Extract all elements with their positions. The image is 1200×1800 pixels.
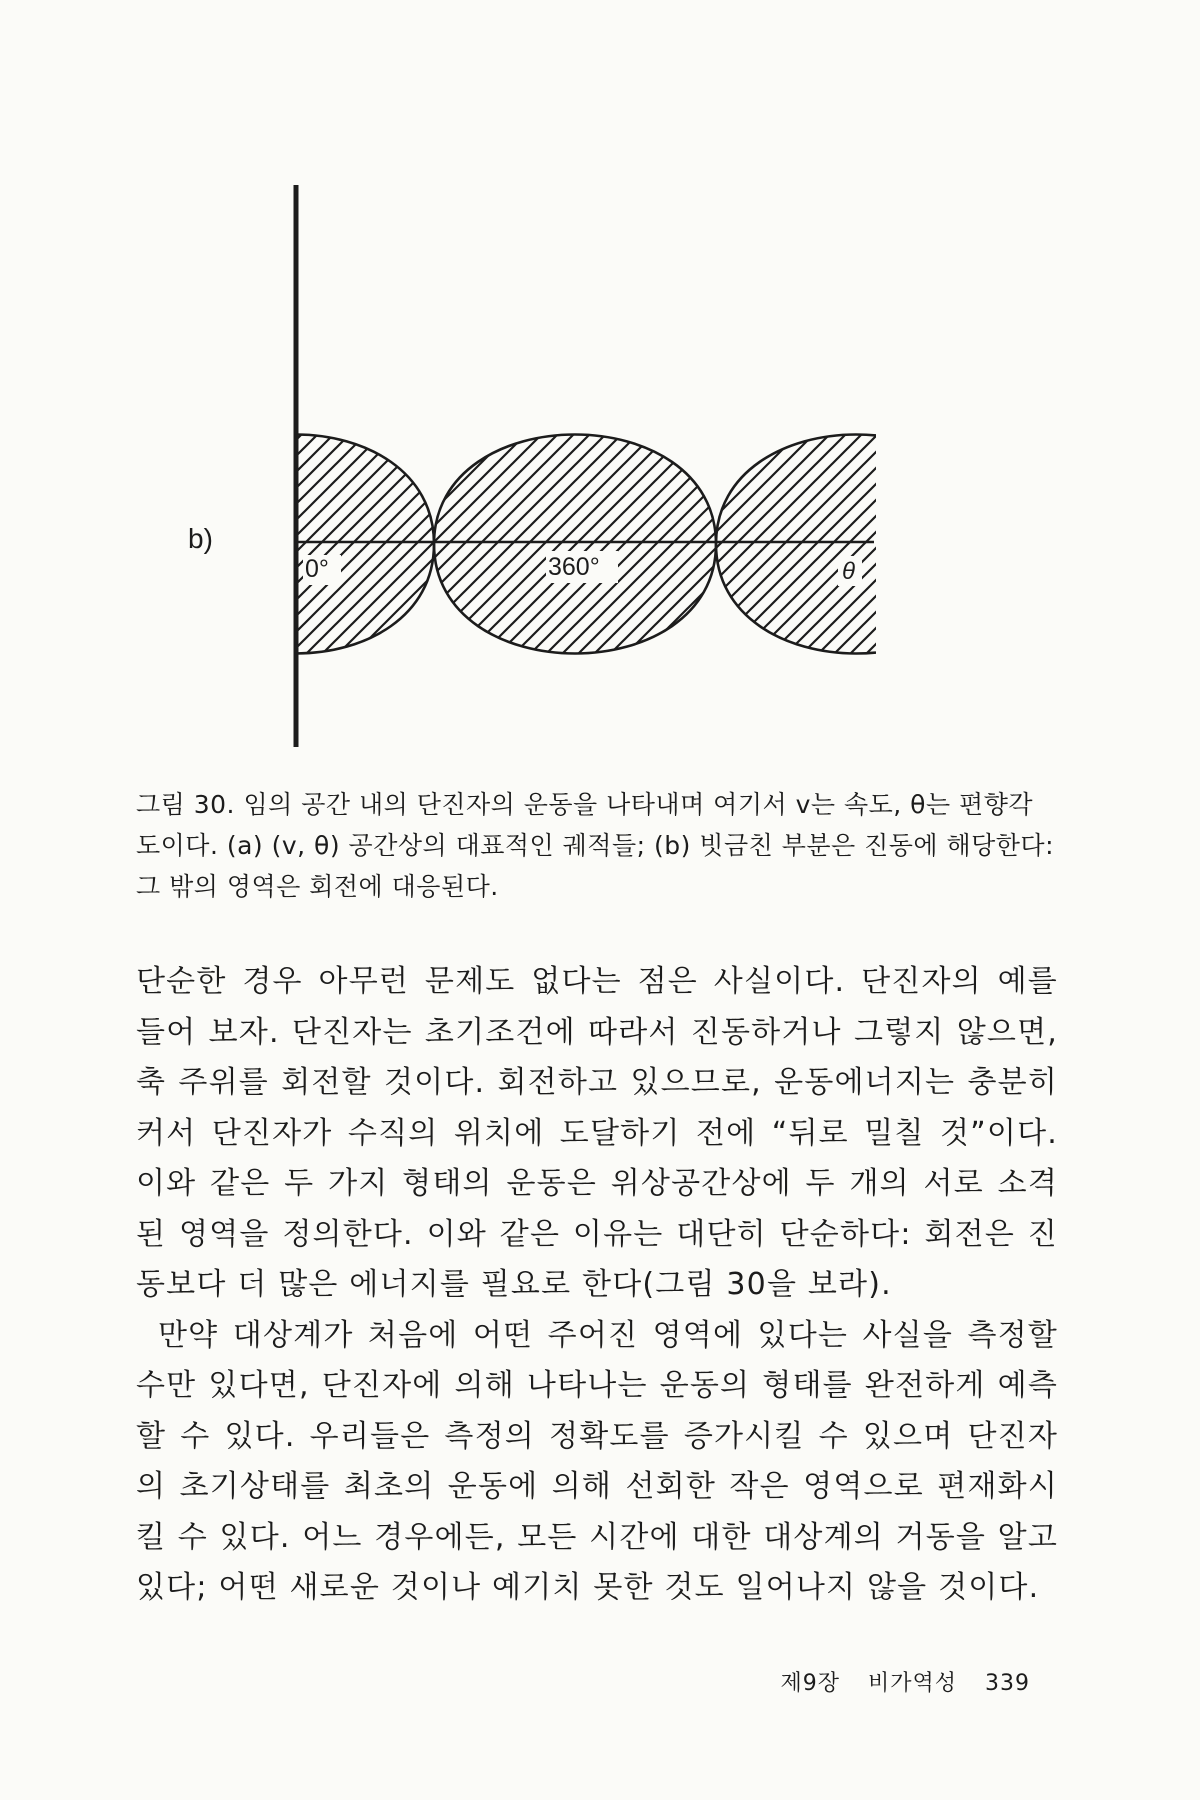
oscillation-regions (158, 435, 996, 654)
paragraph-2: 만약 대상계가 처음에 어떤 주어진 영역에 있다는 사실을 측정할 수만 있다면, 단진자에 의해 나타나는 운동의 형태를 완전하게 예측할 수 있다. 우리들은 측정의 정확도를 증가시킬 수 있으며 단진자의 초기상태를 최초의 운동에 의해 선회한 작은 영역으로 편재화시킬 수 있다. 어느 경우에든, 모든 시간에 대한 대상계의 거동을 알고 있다; 어떤 새로운 것이나 예기치 못한 것도 일어나지 않을 것이다. (136, 1317, 1058, 1605)
body-text (136, 957, 1058, 1614)
page-number: 339 (985, 1671, 1030, 1696)
figure-caption: 그림 30. 임의 공간 내의 단진자의 운동을 나타내며 여기서 v는 속도, θ는 편향각도이다. (a) (v, θ) 공간상의 대표적인 궤적들; (b) 빗금친 부분은 진동에 해당한다: 그 밖의 영역은 회전에 대응된다. (136, 790, 1055, 901)
label-0-degrees: 0° (305, 555, 329, 583)
chapter-label: 제9장 (780, 1671, 840, 1696)
label-360-degrees: 360° (548, 553, 600, 581)
panel-label: b) (188, 523, 213, 554)
label-theta: θ (842, 558, 856, 585)
oscillation-lobe-360 (434, 435, 716, 654)
paragraph-1: 단순한 경우 아무런 문제도 없다는 점은 사실이다. 단진자의 예를 들어 보자. 단진자는 초기조건에 따라서 진동하거나 그렇지 않으면, 축 주위를 회전할 것이다. 회전하고 있으므로, 운동에너지는 충분히 커서 단진자가 수직의 위치에 도달하기 전에 “뒤로 밀칠 것”이다. 이와 같은 두 가지 형태의 운동은 위상공간상에 두 개의 서로 소격된 영역을 정의한다. 이와 같은 이유는 대단히 단순하다: 회전은 진동보다 더 많은 에너지를 필요로 한다(그림 30을 보라). (136, 964, 1058, 1302)
oscillation-lobe-720 (716, 435, 996, 654)
phase-space-figure (0, 0, 1200, 780)
page-footer (780, 1666, 1030, 1697)
chapter-title: 비가역성 (867, 1671, 957, 1696)
